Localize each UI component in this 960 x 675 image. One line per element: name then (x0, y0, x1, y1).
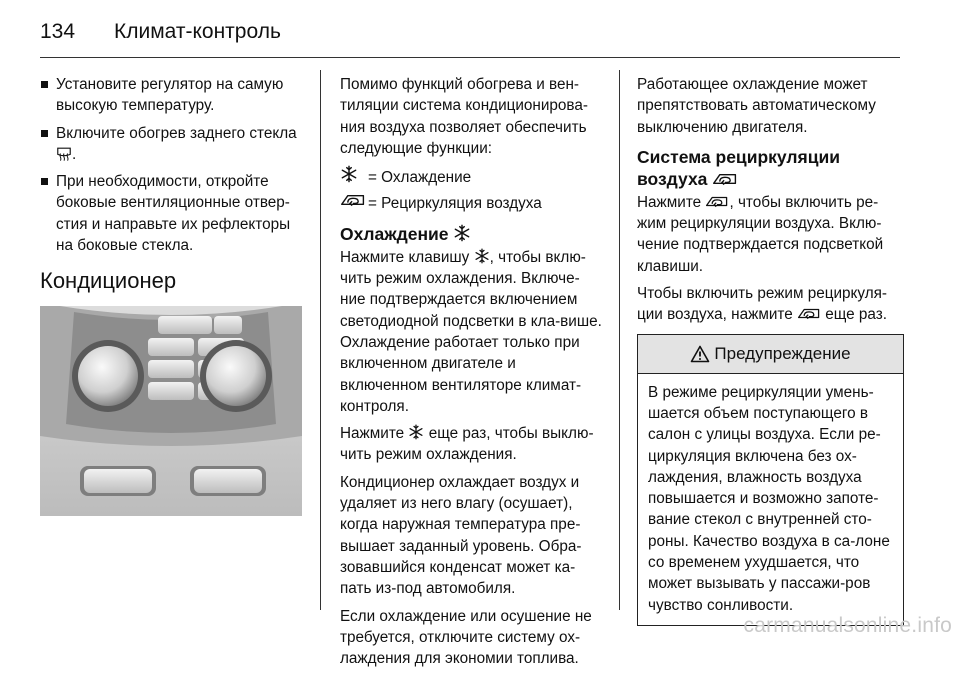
cooling-paragraph-4: Если охлаждение или осушение не требуется, отключите систему ох-лаждения для экономии топлива. (340, 607, 592, 668)
bullet-icon (41, 81, 48, 88)
intro-paragraph: Помимо функций обогрева и вен-тиляции система кондиционирова-ния воздуха позволяет обеспечить следующие функции: (340, 76, 588, 157)
snowflake-icon (453, 224, 471, 242)
snowflake-icon (340, 165, 358, 183)
bullet-icon (41, 178, 48, 185)
recirculation-paragraph-1: Нажмите , чтобы включить ре-жим рециркуляции воздуха. Вклю-чение подтверждается подсветкой клавиши. (637, 193, 884, 275)
cooling-paragraph-1: Нажмите клавишу , чтобы вклю-чить режим охлаждения. Включе-ние подтверждается включением светодиодной подсветки в кла-више. Охлаждение работает только при включенном двигателе и включенном вентиляторе климат-контроля. (340, 248, 602, 415)
snowflake-icon (474, 248, 490, 264)
warning-box (637, 334, 904, 626)
rear-window-heater-icon (56, 146, 72, 161)
column-3 (637, 74, 904, 626)
page-number: 134 (40, 20, 76, 43)
snowflake-icon (408, 424, 424, 440)
warning-text: В режиме рециркуляции умень-шается объем поступающего в салон с улицы воздуха. Если ре-циркуляция включена без ох-лаждения, влажность воздуха повышается и возможно запоте-вание стекол с внутренней сто-роны. Качество воздуха в са-лоне со временем ухудшается, что может вызывать у пассажи-ров чувство сонливости. (648, 383, 890, 614)
warning-header (638, 335, 903, 374)
function-legend (340, 165, 605, 215)
column-divider-2 (619, 70, 620, 610)
legend-row-cooling: = Охлаждение (340, 165, 605, 189)
recirculation-icon (340, 192, 366, 208)
column-2 (340, 74, 605, 675)
recirculation-icon (705, 194, 729, 209)
column-divider-1 (320, 70, 321, 610)
step-list (40, 74, 302, 256)
engine-note-paragraph: Работающее охлаждение может препятствовать автоматическому выключению двигателя. (637, 76, 876, 136)
climate-control-panel-photo (40, 306, 302, 516)
legend-row-recirculation: = Рециркуляция воздуха (340, 192, 605, 214)
column-1 (40, 74, 302, 516)
recirculation-icon (797, 306, 821, 321)
recirculation-paragraph-2: Чтобы включить режим рециркуля-ции воздуха, нажмите еще раз. (637, 285, 888, 324)
header-divider (40, 57, 900, 58)
cooling-heading: Охлаждение (340, 223, 605, 245)
page-header (40, 12, 900, 52)
list-item: При необходимости, откройте боковые вентиляционные отвер-стия и направьте их рефлекторы на боковые стекла. (40, 171, 302, 256)
bullet-icon (41, 130, 48, 137)
cooling-paragraph-3: Кондиционер охлаждает воздух и удаляет из него влагу (осушает), когда наружная температура пре-вышает заданный уровень. Обра-зовавшийся конденсат может ка-пать из-под автомобиля. (340, 473, 582, 598)
recirculation-icon (712, 171, 738, 187)
list-item: Установите регулятор на самую высокую температуру. (40, 74, 302, 117)
warning-triangle-icon (690, 345, 710, 363)
section-title: Кондиционер (40, 268, 177, 294)
warning-title: Предупреждение (714, 344, 851, 364)
list-item: Включите обогрев заднего стекла . (40, 123, 302, 166)
watermark: carmanualsonline.info (743, 614, 952, 637)
cooling-paragraph-2: Нажмите еще раз, чтобы выклю-чить режим охлаждения. (340, 425, 594, 464)
page-title: Климат-контроль (114, 20, 281, 43)
recirculation-heading: Система рециркуляции воздуха (637, 146, 841, 189)
